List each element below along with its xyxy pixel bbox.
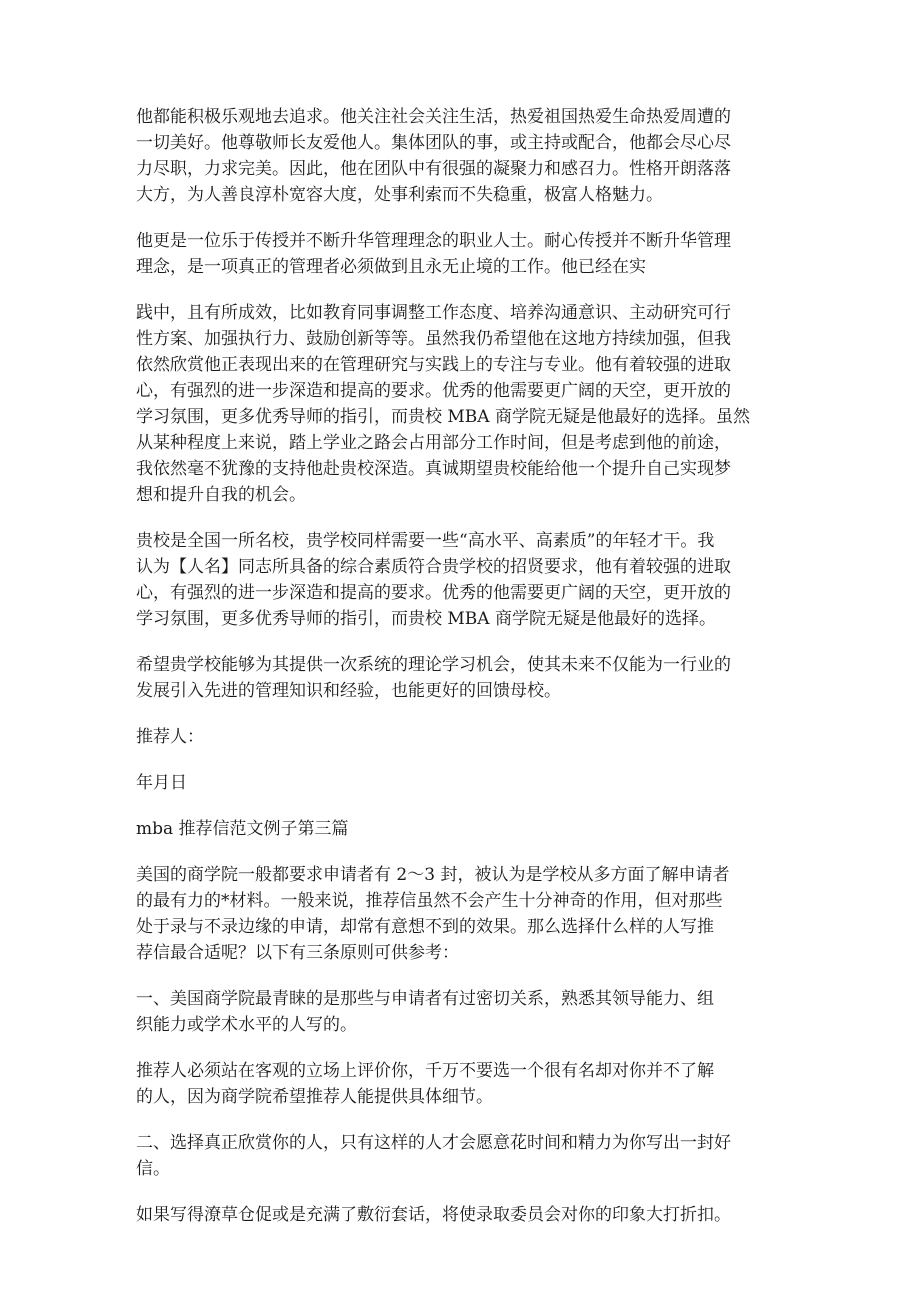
text-line: 信。	[136, 1159, 170, 1179]
paragraph-gap	[136, 1038, 796, 1058]
text-line: 他更是一位乐于传授并不断升华管理理念的职业人士。耐心传授并不断升华管理	[136, 231, 731, 251]
text-line: 力尽职，力求完美。因此，他在团队中有很强的凝聚力和感召力。性格开朗落落	[136, 159, 731, 179]
section-title	[136, 816, 796, 842]
text-line: 理念，是一项真正的管理者必须做到且永无止境的工作。他已经在实	[136, 257, 646, 277]
paragraph-gap	[136, 1182, 796, 1202]
text-line: 发展引入先进的管理知识和经验，也能更好的回馈母校。	[136, 681, 561, 701]
text-line: 二、选择真正欣赏你的人，只有这样的人才会愿意花时间和精力为你写出一封好	[136, 1133, 731, 1153]
paragraph-gap	[136, 796, 796, 816]
text-line: 希望贵学校能够为其提供一次系统的理论学习机会，使其未来不仅能为一行业的	[136, 655, 731, 675]
text-line: 学习氛围，更多优秀导师的指引，而贵校 MBA 商学院无疑是他最好的选择。虽然	[136, 407, 750, 427]
text-line: 推荐人：	[136, 727, 204, 747]
paragraph-management	[136, 228, 796, 280]
text-line: 如果写得潦草仓促或是充满了敷衍套话，将使录取委员会对你的印象大打折扣。	[136, 1205, 731, 1225]
paragraph-gap	[136, 208, 796, 228]
text-line: 大方，为人善良淳朴宽容大度，处事利索而不失稳重，极富人格魅力。	[136, 185, 663, 205]
principle-one	[136, 986, 796, 1038]
text-line: 认为【人名】同志所具备的综合素质符合贵学校的招贤要求，他有着较强的进取	[136, 557, 731, 577]
text-line: 从某种程度上来说，踏上学业之路会占用部分工作时间，但是考虑到他的前途，	[136, 433, 731, 453]
text-line: 的最有力的*材料。一般来说，推荐信虽然不会产生十分神奇的作用，但对那些	[136, 891, 723, 911]
paragraph-gap	[136, 1110, 796, 1130]
text-line: 年月日	[136, 773, 187, 793]
paragraph-gap	[136, 750, 796, 770]
text-line: 想和提升自我的机会。	[136, 485, 306, 505]
paragraph-gap	[136, 842, 796, 862]
paragraph-gap	[136, 966, 796, 986]
recommender-label	[136, 724, 796, 750]
paragraph-objective	[136, 1058, 796, 1110]
text-line: 荐信最合适呢？以下有三条原则可供参考：	[136, 943, 459, 963]
paragraph-gap	[136, 632, 796, 652]
paragraph-character	[136, 104, 796, 208]
paragraph-school	[136, 528, 796, 632]
text-line: 一、美国商学院最青睐的是那些与申请者有过密切关系，熟悉其领导能力、组	[136, 989, 714, 1009]
text-line: 推荐人必须站在客观的立场上评价你，千万不要选一个很有名却对你并不了解	[136, 1061, 714, 1081]
text-line: 美国的商学院一般都要求申请者有 2～3 封，被认为是学校从多方面了解申请者	[136, 865, 730, 885]
paragraph-gap	[136, 704, 796, 724]
text-line: 他都能积极乐观地去追求。他关注社会关注生活，热爱祖国热爱生命热爱周遭的	[136, 107, 731, 127]
date-label	[136, 770, 796, 796]
text-line: 贵校是全国一所名校，贵学校同样需要一些“高水平、高素质”的年轻才干。我	[136, 531, 715, 551]
text-line: 学习氛围，更多优秀导师的指引，而贵校 MBA 商学院无疑是他最好的选择。	[136, 609, 716, 629]
text-line: mba 推荐信范文例子第三篇	[136, 819, 349, 839]
paragraph-us-schools	[136, 862, 796, 966]
paragraph-gap	[136, 508, 796, 528]
text-line: 处于录与不录边缘的申请，却常有意想不到的效果。那么选择什么样的人写推	[136, 917, 714, 937]
paragraph-careless	[136, 1202, 796, 1228]
text-line: 心，有强烈的进一步深造和提高的要求。优秀的他需要更广阔的天空，更开放的	[136, 583, 731, 603]
text-line: 我依然毫不犹豫的支持他赴贵校深造。真诚期望贵校能给他一个提升自己实现梦	[136, 459, 731, 479]
text-line: 织能力或学术水平的人写的。	[136, 1015, 357, 1035]
paragraph-practice	[136, 300, 796, 508]
text-line: 践中，且有所成效，比如教育同事调整工作态度、培养沟通意识、主动研究可行	[136, 303, 731, 323]
paragraph-hope	[136, 652, 796, 704]
text-line: 的人，因为商学院希望推荐人能提供具体细节。	[136, 1087, 493, 1107]
text-line: 性方案、加强执行力、鼓励创新等等。虽然我仍希望他在这地方持续加强，但我	[136, 329, 731, 349]
text-line: 一切美好。他尊敬师长友爱他人。集体团队的事，或主持或配合，他都会尽心尽	[136, 133, 731, 153]
text-line: 心，有强烈的进一步深造和提高的要求。优秀的他需要更广阔的天空，更开放的	[136, 381, 731, 401]
text-line: 依然欣赏他正表现出来的在管理研究与实践上的专注与专业。他有着较强的进取	[136, 355, 731, 375]
principle-two	[136, 1130, 796, 1182]
document-page	[136, 104, 796, 1228]
paragraph-gap	[136, 280, 796, 300]
